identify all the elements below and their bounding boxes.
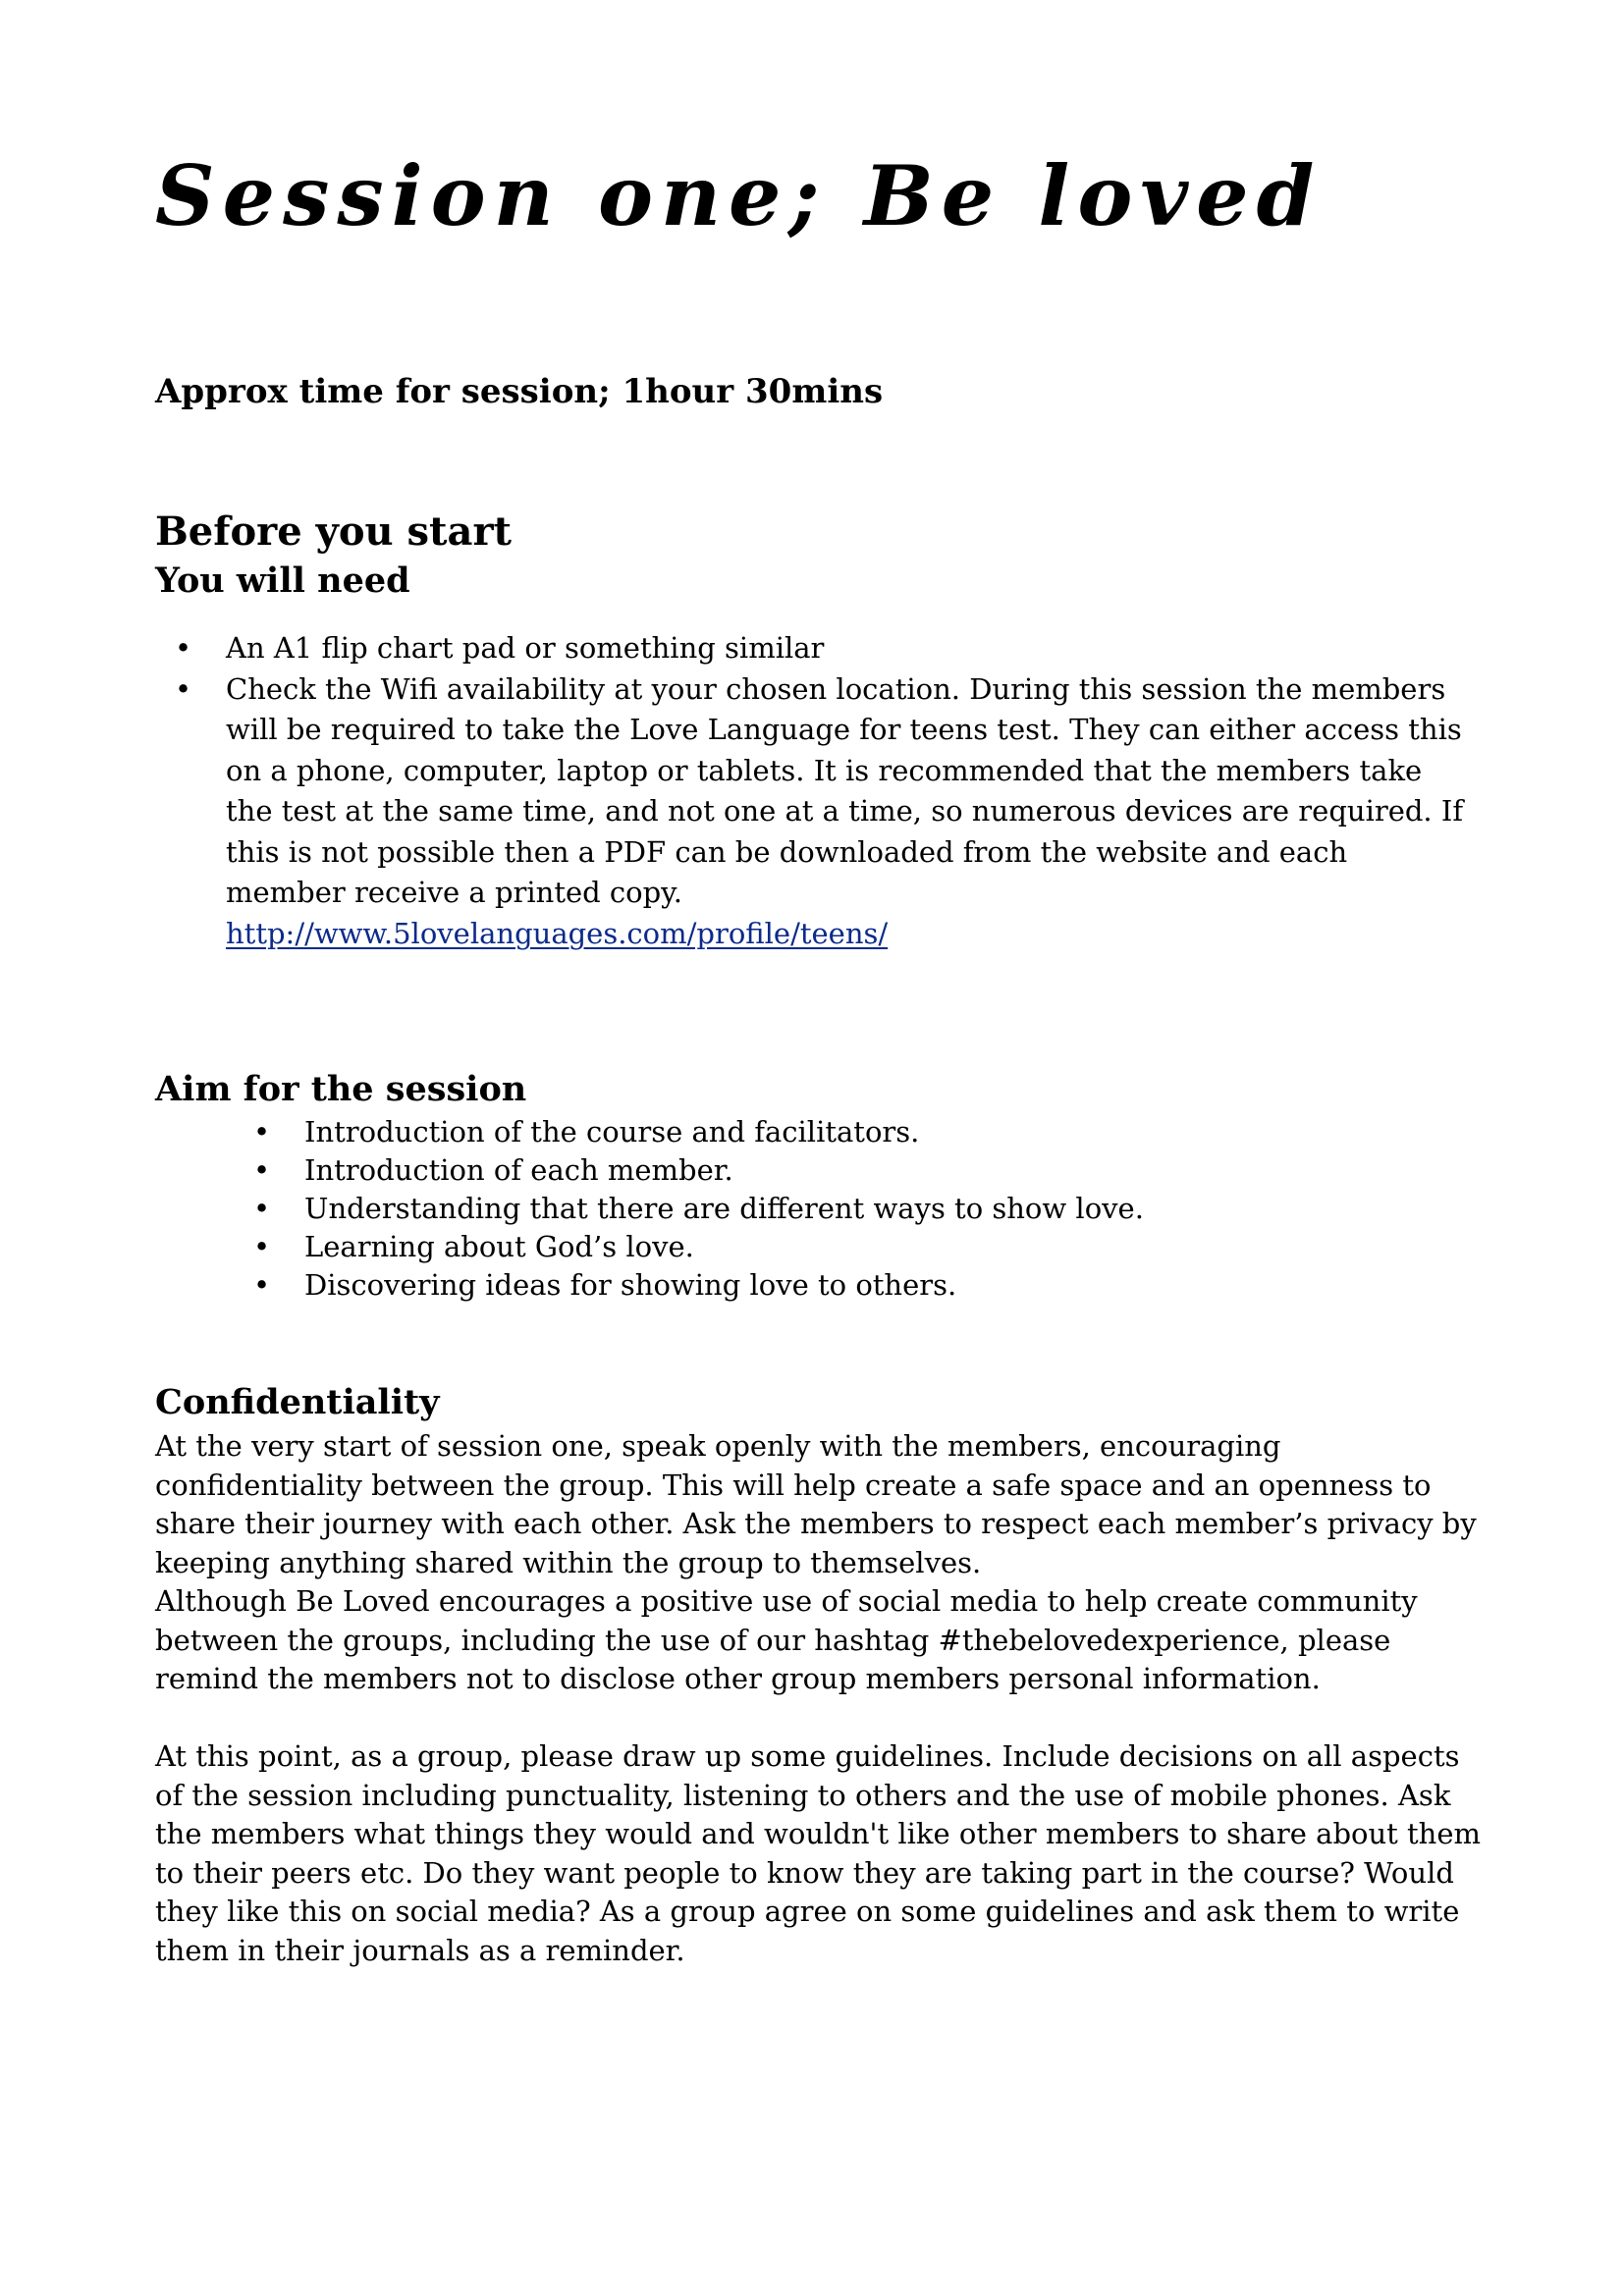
- bullet-icon: •: [175, 671, 192, 706]
- list-item: [234, 1190, 1412, 1228]
- list-item: [234, 1266, 1412, 1305]
- need-subheading: You will need: [155, 561, 410, 601]
- approx-time: Approx time for session; 1hour 30mins: [155, 372, 884, 411]
- aim-heading: Aim for the session: [155, 1069, 527, 1109]
- page-title: Session one; Be loved: [155, 147, 1323, 244]
- list-item-text: Check the Wifi availability at your chosen location. During this session the members will be required to take the Love Language for teens test. They can either access this on a phone, computer, laptop or tablets. It is recommended that the members take the test at the same time, and not one at a time, so numerous devices are required. If this is not possible then a PDF can be downloaded from the website and each member receive a printed copy.: [226, 671, 1464, 909]
- bullet-icon: •: [253, 1268, 271, 1302]
- bullet-icon: •: [253, 1192, 271, 1225]
- list-item-text: Discovering ideas for showing love to others.: [304, 1268, 957, 1302]
- bullet-icon: •: [253, 1153, 271, 1187]
- list-item-text: An A1 flip chart pad or something similar: [226, 631, 825, 665]
- list-item: [155, 628, 1471, 669]
- aims-list: [234, 1113, 1412, 1305]
- list-item-text: Introduction of the course and facilitators.: [304, 1115, 920, 1148]
- love-languages-link[interactable]: http://www.5lovelanguages.com/profile/teens/: [226, 916, 889, 950]
- list-item-text: Introduction of each member.: [304, 1153, 733, 1187]
- list-item: [234, 1151, 1412, 1190]
- list-item-text: Learning about God’s love.: [304, 1230, 694, 1263]
- confidentiality-paragraph-3: At this point, as a group, please draw up some guidelines. Include decisions on all aspects of the session including punctuality, listening to others and the use of mobile phones. Ask the members what things they would and wouldn't like other members to share about them to their peers etc. Do they want people to know they are taking part in the course? Would they like this on social media? As a group agree on some guidelines and ask them to write them in their journals as a reminder.: [155, 1739, 1482, 1967]
- bullet-icon: •: [175, 631, 192, 665]
- list-item: [234, 1113, 1412, 1151]
- list-item: [155, 669, 1471, 955]
- bullet-icon: •: [253, 1230, 271, 1263]
- list-item: [234, 1228, 1412, 1266]
- bullet-icon: •: [253, 1115, 271, 1148]
- list-item-text: Understanding that there are different ways to show love.: [304, 1192, 1144, 1225]
- confidentiality-paragraph-1: At the very start of session one, speak openly with the members, encouraging confidentiality between the group. This will help create a safe space and an openness to share their journey with each other. Ask the members to respect each member’s privacy by keeping anything shared within the group to themselves.: [155, 1429, 1477, 1579]
- confidentiality-paragraph-2: Although Be Loved encourages a positive use of social media to help create community between the groups, including the use of our hashtag #thebelovedexperience, please remind the members not to disclose other group members personal information.: [155, 1584, 1418, 1695]
- before-heading: Before you start: [155, 508, 512, 555]
- confidentiality-heading: Confidentiality: [155, 1382, 440, 1422]
- needs-list: [155, 628, 1471, 954]
